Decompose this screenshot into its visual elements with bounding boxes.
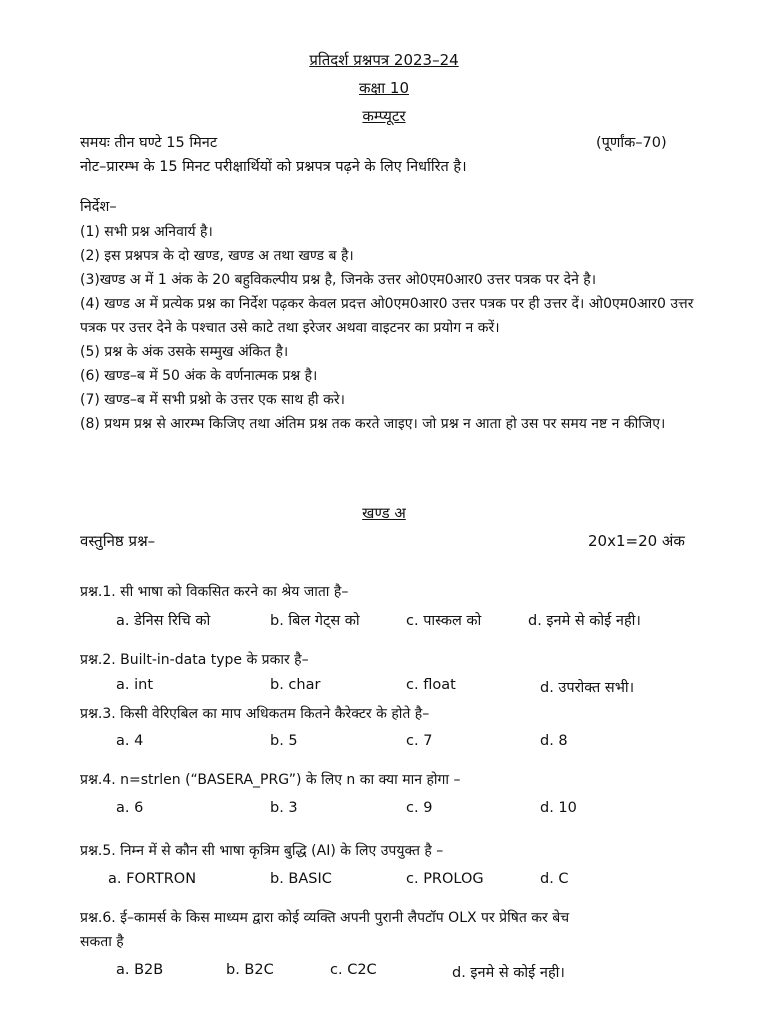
question-6-cont: सकता है [80,934,124,950]
q6-option-d: d. इनमे से कोई नही। [452,965,565,981]
question-4: प्रश्न.4. n=strlen (“BASERA_PRG”) के लिए n का क्या मान होगा – [80,772,461,788]
question-2: प्रश्न.2. Built-in-data type के प्रकार है– [80,652,309,668]
q4-option-d: d. 10 [540,800,577,816]
instruction-item: (6) खण्ड–ब में 50 अंक के वर्णनात्मक प्रश्न है। [80,368,318,384]
q6-option-a: a. B2B [116,962,164,978]
paper-title: प्रतिदर्श प्रश्नपत्र 2023–24 [309,51,459,69]
q4-option-c: c. 9 [406,800,433,816]
q3-option-c: c. 7 [406,733,433,749]
q6-option-c: c. C2C [330,962,377,978]
subject-label: कम्प्यूटर [362,107,406,125]
q1-option-d: d. इनमे से कोई नही। [528,613,641,629]
instruction-item: (7) खण्ड–ब में सभी प्रश्नो के उत्तर एक साथ ही करे। [80,392,345,408]
instruction-item: (1) सभी प्रश्न अनिवार्य है। [80,224,213,240]
q2-option-a: a. int [116,677,154,693]
instructions-heading: निर्देश– [80,199,117,215]
q5-option-c: c. PROLOG [406,871,484,887]
q2-option-c: c. float [406,677,456,693]
section-type: वस्तुनिष्ठ प्रश्न– [80,532,156,550]
instruction-item: (2) इस प्रश्नपत्र के दो खण्ड, खण्ड अ तथा खण्ड ब है। [80,248,354,264]
q5-option-b: b. BASIC [270,871,332,887]
class-label: कक्षा 10 [358,79,409,97]
section-title: खण्ड अ [362,504,406,522]
instruction-item: (3)खण्ड अ में 1 अंक के 20 बहुविकल्पीय प्रश्न है, जिनके उत्तर ओ0एम0आर0 उत्तर पत्रक पर देने है। [80,272,597,288]
question-3: प्रश्न.3. किसी वेरिएबिल का माप अधिकतम कितने कैरेक्टर के होते है– [80,706,430,722]
q5-option-a: a. FORTRON [108,871,197,887]
q2-option-d: d. उपरोक्त सभी। [540,680,635,696]
q3-option-b: b. 5 [270,733,298,749]
instructions-list [80,220,705,436]
note-text: नोट–प्रारम्भ के 15 मिनट परीक्षार्थियों को प्रश्नपत्र पढ़ने के लिए निर्धारित है। [80,159,467,175]
q1-option-b: b. बिल गेट्स को [270,613,360,629]
q1-option-c: c. पास्कल को [406,613,482,629]
section-marks: 20x1=20 अंक [588,532,685,550]
q5-option-d: d. C [540,871,569,887]
question-5: प्रश्न.5. निम्न में से कौन सी भाषा कृत्रिम बुद्धि (AI) के लिए उपयुक्त है – [80,843,444,859]
q6-option-b: b. B2C [226,962,274,978]
total-marks: (पूर्णांक–70) [596,135,667,151]
q3-option-a: a. 4 [116,733,144,749]
question-6: प्रश्न.6. ई–कामर्स के किस माध्यम द्वारा कोई व्यक्ति अपनी पुरानी लैपटॉप OLX पर प्रेषित कर बेच [80,910,570,926]
time-label: समयः तीन घण्टे 15 मिनट [80,135,218,151]
q4-option-a: a. 6 [116,800,144,816]
instruction-item: (5) प्रश्न के अंक उसके सम्मुख अंकित है। [80,344,289,360]
instruction-item: (4) खण्ड अ में प्रत्येक प्रश्न का निर्देश पढ़कर केवल प्रदत्त ओ0एम0आर0 उत्तर पत्रक पर ही उत्तर दें। ओ0एम0आर0 उत्तर पत्रक पर उत्तर देने के पश्चात उसे काटे तथा इरेजर अथवा वाइटनर का प्रयोग न करें। [80,296,694,336]
q4-option-b: b. 3 [270,800,298,816]
instruction-item: (8) प्रथम प्रश्न से आरम्भ किजिए तथा अंतिम प्रश्न तक करते जाइए। जो प्रश्न न आता हो उस पर समय नष्ट न कीजिए। [80,416,666,432]
q3-option-d: d. 8 [540,733,568,749]
question-1: प्रश्न.1. सी भाषा को विकसित करने का श्रेय जाता है– [80,584,349,600]
q1-option-a: a. डेनिस रिचि को [116,613,211,629]
q2-option-b: b. char [270,677,321,693]
